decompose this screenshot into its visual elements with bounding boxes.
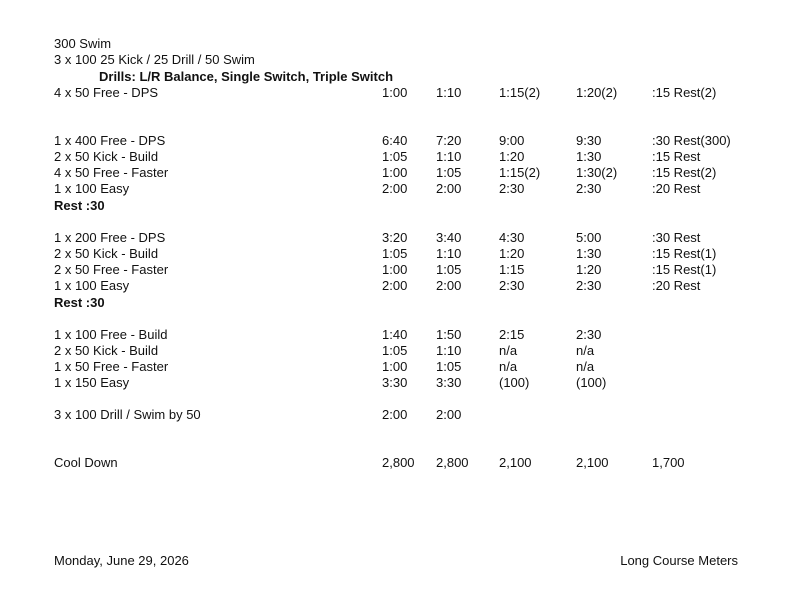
workout-header-swim: 300 Swim [54,36,112,51]
interval-1: 2:00 [382,181,408,196]
rest-note: :30 Rest [652,230,701,245]
interval-4: 1:20 [576,262,602,277]
rest-note: :15 Rest(1) [652,262,717,277]
interval-2: 1:05 [436,262,462,277]
interval-3: 2:15 [499,327,525,342]
interval-1: 6:40 [382,133,408,148]
set-description: 1 x 50 Free - Faster [54,359,169,374]
interval-4: 1:30(2) [576,165,618,180]
interval-2: 1:10 [436,246,462,261]
interval-4: 1:30 [576,246,602,261]
interval-3: (100) [499,375,530,390]
set-description: 2 x 50 Kick - Build [54,149,159,164]
set-description: Cool Down [54,455,118,470]
set-description: 4 x 50 Free - DPS [54,85,159,100]
interval-3: 9:00 [499,133,525,148]
interval-1: 1:00 [382,165,408,180]
interval-1: 1:05 [382,246,408,261]
interval-1: 1:00 [382,85,408,100]
interval-2: 3:40 [436,230,462,245]
rest-marker: Rest :30 [54,295,105,310]
set-description: 1 x 100 Free - Build [54,327,168,342]
interval-2: 1:10 [436,149,462,164]
total-2: 2,800 [436,455,469,470]
interval-2: 1:05 [436,359,462,374]
interval-1: 3:30 [382,375,408,390]
interval-3: 1:15(2) [499,85,541,100]
set-description: 1 x 150 Easy [54,375,130,390]
set-description: 2 x 50 Kick - Build [54,246,159,261]
set-description: 4 x 50 Free - Faster [54,165,169,180]
rest-note: :15 Rest(1) [652,246,717,261]
rest-note: :30 Rest(300) [652,133,731,148]
workout-header-kick-drill: 3 x 100 25 Kick / 25 Drill / 50 Swim [54,52,255,67]
interval-2: 1:10 [436,85,462,100]
interval-3: 4:30 [499,230,525,245]
interval-4: 9:30 [576,133,602,148]
interval-4: 5:00 [576,230,602,245]
interval-4: (100) [576,375,607,390]
total-3: 2,100 [499,455,532,470]
interval-3: n/a [499,343,518,358]
interval-2: 1:05 [436,165,462,180]
interval-4: 1:20(2) [576,85,618,100]
rest-note: :15 Rest [652,149,701,164]
interval-4: 2:30 [576,327,602,342]
interval-2: 2:00 [436,181,462,196]
interval-3: 1:20 [499,149,525,164]
set-description: 1 x 200 Free - DPS [54,230,166,245]
interval-1: 1:00 [382,359,408,374]
set-description: 1 x 100 Easy [54,278,130,293]
rest-marker: Rest :30 [54,198,105,213]
interval-2: 2:00 [436,278,462,293]
rest-note: :15 Rest(2) [652,165,717,180]
set-description: 1 x 100 Easy [54,181,130,196]
interval-2: 3:30 [436,375,462,390]
rest-note: :15 Rest(2) [652,85,717,100]
interval-1: 2:00 [382,407,408,422]
interval-1: 1:05 [382,343,408,358]
interval-4: n/a [576,359,595,374]
interval-2: 1:10 [436,343,462,358]
footer-course: Long Course Meters [620,553,738,568]
interval-4: 2:30 [576,181,602,196]
interval-2: 2:00 [436,407,462,422]
interval-3: 2:30 [499,181,525,196]
interval-3: n/a [499,359,518,374]
footer-date: Monday, June 29, 2026 [54,553,189,568]
interval-1: 1:00 [382,262,408,277]
set-description: 3 x 100 Drill / Swim by 50 [54,407,201,422]
interval-4: 2:30 [576,278,602,293]
interval-4: n/a [576,343,595,358]
total-1: 2,800 [382,455,415,470]
total-4: 2,100 [576,455,609,470]
interval-1: 3:20 [382,230,408,245]
interval-1: 1:05 [382,149,408,164]
set-description: 2 x 50 Free - Faster [54,262,169,277]
interval-4: 1:30 [576,149,602,164]
interval-2: 7:20 [436,133,462,148]
drills-note: Drills: L/R Balance, Single Switch, Triple Switch [99,69,394,84]
interval-3: 2:30 [499,278,525,293]
interval-2: 1:50 [436,327,462,342]
rest-note: :20 Rest [652,278,701,293]
interval-1: 2:00 [382,278,408,293]
set-description: 2 x 50 Kick - Build [54,343,159,358]
rest-note: :20 Rest [652,181,701,196]
interval-3: 1:15 [499,262,525,277]
interval-1: 1:40 [382,327,408,342]
interval-3: 1:20 [499,246,525,261]
total-5: 1,700 [652,455,685,470]
set-description: 1 x 400 Free - DPS [54,133,166,148]
interval-3: 1:15(2) [499,165,541,180]
